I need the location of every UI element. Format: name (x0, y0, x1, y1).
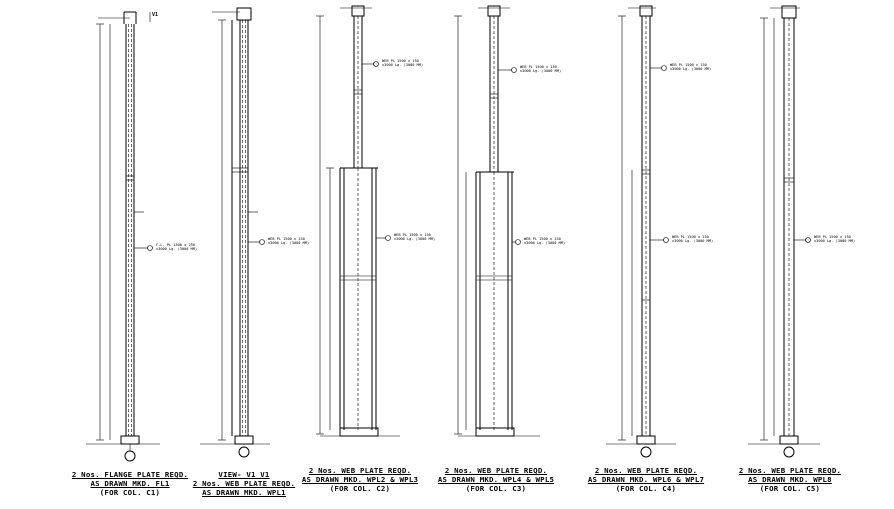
plate-note-c4: WEB PL 1500 x 150 x3000 Lg. (3000 MM) (524, 237, 566, 246)
caption-column-3: 2 Nos. WEB PLATE REQD. AS DRAWN MKD. WPL2 & WPL3 (FOR COL. C2) (301, 466, 419, 493)
plate-note-c6: WEB PL 1500 x 150 x3000 Lg. (3000 MM) (814, 235, 856, 244)
column-6-elevation (748, 6, 820, 457)
plate-note-top-c5: WEB PL 1500 x 150 x3000 Lg. (3000 MM) (670, 63, 712, 72)
column-3-elevation (316, 6, 400, 436)
caption-column-1: 2 Nos. FLANGE PLATE REQD. AS DRAWN MKD. FL1 (FOR COL. C1) (71, 470, 189, 497)
caption-column-2: VIEW- V1 V1 2 Nos. WEB PLATE REQD. AS DRAWN MKD. WPL1 (192, 470, 296, 497)
caption-column-5: 2 Nos. WEB PLATE REQD. AS DRAWN MKD. WPL6 & WPL7 (FOR COL. C4) (587, 466, 705, 493)
plate-note-c1: F.L. PL 1500 x 250 x3000 Lg. (3000 MM) (156, 243, 198, 252)
plate-note-c3: WEB PL 1500 x 150 x3000 Lg. (3000 MM) (394, 233, 436, 242)
caption-column-6: 2 Nos. WEB PLATE REQD. AS DRAWN MKD. WPL8 (FOR COL. C5) (738, 466, 842, 493)
caption-column-4: 2 Nos. WEB PLATE REQD. AS DRAWN MKD. WPL4 & WPL5 (FOR COL. C3) (437, 466, 555, 493)
plate-note-c5: WEB PL 1500 x 150 x3000 Lg. (3000 MM) (672, 235, 714, 244)
plate-note-top-c4: WEB PL 1500 x 150 x3000 Lg. (3000 MM) (520, 65, 562, 74)
plate-note-top-c3: WEB PL 1500 x 150 x3000 Lg. (3000 MM) (382, 59, 424, 68)
plate-note-c2: WEB PL 1500 x 150 x3000 Lg. (3000 MM) (268, 237, 310, 246)
view-tag: V1 (152, 12, 159, 18)
column-1-elevation (86, 12, 160, 461)
column-5-elevation (606, 6, 676, 457)
column-2-elevation (200, 8, 270, 457)
